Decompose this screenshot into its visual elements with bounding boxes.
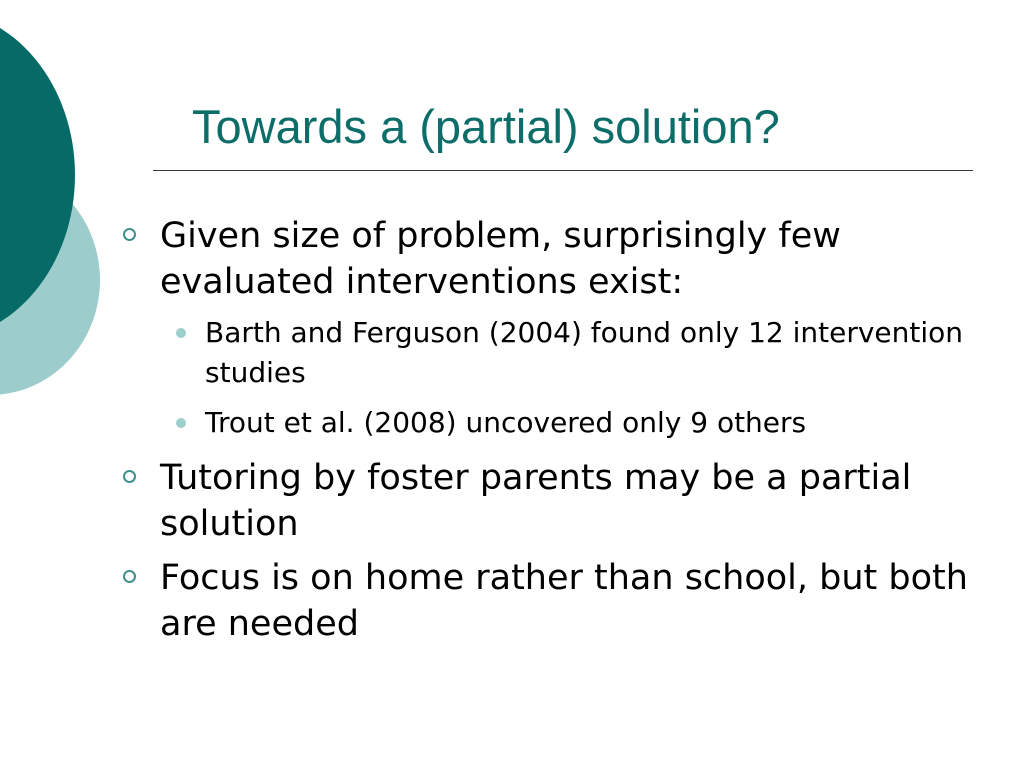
bullet-item (118, 555, 978, 647)
sub-bullet-item (118, 403, 978, 443)
title-divider (153, 170, 973, 171)
hollow-circle-bullet-icon (123, 570, 136, 583)
bullet-text: Tutoring by foster parents may be a partial solution (160, 458, 912, 544)
slide-title: Towards a (partial) solution? (192, 100, 780, 153)
bullet-text: Given size of problem, surprisingly few evaluated interventions exist: (160, 216, 841, 302)
sub-bullet-list (118, 313, 978, 443)
dot-bullet-icon (176, 418, 186, 428)
sub-bullet-text: Trout et al. (2008) uncovered only 9 others (205, 406, 807, 439)
sub-bullet-item (118, 313, 978, 393)
sub-bullet-text: Barth and Ferguson (2004) found only 12 intervention studies (205, 316, 964, 389)
bullet-list (118, 213, 978, 655)
bullet-item (118, 455, 978, 547)
hollow-circle-bullet-icon (123, 470, 136, 483)
bullet-item (118, 213, 978, 305)
hollow-circle-bullet-icon (123, 228, 136, 241)
dot-bullet-icon (176, 328, 186, 338)
bullet-text: Focus is on home rather than school, but both are needed (160, 558, 968, 644)
